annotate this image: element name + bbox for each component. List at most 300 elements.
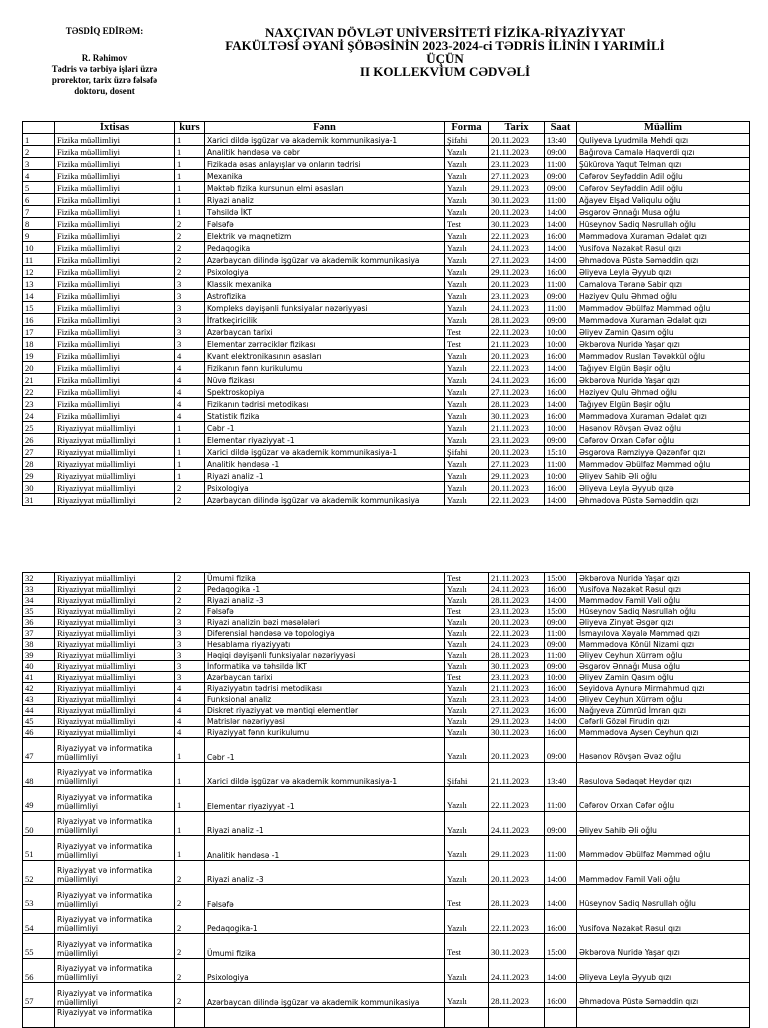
cell-forma: Yazılı — [445, 182, 489, 194]
cell-forma: Yazılı — [445, 595, 489, 606]
cell-ixtisas: Riyaziyyat müəllimliyi — [55, 494, 175, 506]
cell-fenn: Nüvə fizikası — [205, 374, 445, 386]
cell-number: 1 — [23, 134, 55, 146]
cell-muellim: Camalova Təranə Sabir qızı — [577, 278, 750, 290]
cell-number: 29 — [23, 470, 55, 482]
cell-muellim: Həsənov Rövşən Əvəz oğlu — [577, 422, 750, 434]
cell-kurs: 1 — [175, 434, 205, 446]
col-header-fenn: Fənn — [205, 122, 445, 134]
heading-line: NAXÇIVAN DÖVLƏT UNİVERSİTETİ FİZİKA-RİYAZİYYAT — [264, 25, 626, 40]
cell-tarix: 20.11.2023 — [489, 134, 545, 146]
cell-tarix: 24.11.2023 — [489, 302, 545, 314]
cell-fenn: Klassik mexanika — [205, 278, 445, 290]
cell-kurs: 2 — [175, 885, 205, 910]
cell-muellim: Tağıyev Elgün Bəşir oğlu — [577, 362, 750, 374]
table-row — [23, 362, 750, 374]
cell-forma: Yazılı — [445, 650, 489, 661]
cell-fenn: Elementar riyaziyyat -1 — [205, 787, 445, 812]
cell-forma: Yazılı — [445, 836, 489, 861]
cell-kurs: 1 — [175, 134, 205, 146]
cell-saat: 11:00 — [545, 278, 577, 290]
cell-ixtisas: Fizika müəllimliyi — [55, 398, 175, 410]
table-row — [23, 958, 750, 983]
cell-saat: 10:00 — [545, 470, 577, 482]
cell-kurs: 3 — [175, 302, 205, 314]
cell-number: 47 — [23, 738, 55, 763]
table-row — [23, 266, 750, 278]
cell-saat: 09:00 — [545, 617, 577, 628]
approver-position-line: prorektor, tarix üzrə fəlsəfə — [51, 75, 158, 85]
cell-forma: Yazılı — [445, 254, 489, 266]
cell-kurs: 3 — [175, 661, 205, 672]
cell-fenn: Diferensial həndəsə və topologiya — [205, 628, 445, 639]
table-row — [23, 606, 750, 617]
cell-tarix: 21.11.2023 — [489, 422, 545, 434]
cell-forma: Yazılı — [445, 628, 489, 639]
cell-muellim: Yusifova Nəzakət Rəsul qızı — [577, 584, 750, 595]
cell-muellim: Əkbərova Nuridə Yaşar qızı — [577, 934, 750, 959]
cell-tarix: 28.11.2023 — [489, 595, 545, 606]
cell-fenn: Məktəb fizika kursunun elmi əsasları — [205, 182, 445, 194]
cell-forma: Yazılı — [445, 983, 489, 1008]
col-header-forma: Forma — [445, 122, 489, 134]
cell-forma: Test — [445, 326, 489, 338]
col-header-ixtisas: İxtisas — [55, 122, 175, 134]
table-row — [23, 146, 750, 158]
cell-saat: 15:00 — [545, 573, 577, 584]
cell-kurs: 2 — [175, 983, 205, 1008]
cell-kurs: 4 — [175, 716, 205, 727]
cell-number: 16 — [23, 314, 55, 326]
table-row — [23, 494, 750, 506]
cell-fenn: Xarici dildə işgüzar və akademik kommunikasiya-1 — [205, 446, 445, 458]
table-row — [23, 338, 750, 350]
table-row — [23, 242, 750, 254]
cell-forma: Test — [445, 885, 489, 910]
cell-muellim: Məmmədova Xuraman Ədalət qızı — [577, 314, 750, 326]
cell-ixtisas: Fizika müəllimliyi — [55, 338, 175, 350]
table-row — [23, 705, 750, 716]
cell-saat: 09:00 — [545, 661, 577, 672]
cell-saat: 10:00 — [545, 422, 577, 434]
cell-ixtisas: Riyaziyyat müəllimliyi — [55, 639, 175, 650]
cell-saat: 14:00 — [545, 716, 577, 727]
cell-ixtisas: Riyaziyyat və informatika müəllimliyi — [55, 860, 175, 885]
cell-number: 40 — [23, 661, 55, 672]
cell-tarix: 20.11.2023 — [489, 482, 545, 494]
cell-fenn: Riyaziyyatın tədrisi metodikası — [205, 683, 445, 694]
cell-muellim: Nağıyeva Zümrüd İmran qızı — [577, 705, 750, 716]
cell-fenn: İfratkeçiricilik — [205, 314, 445, 326]
cell-tarix: 30.11.2023 — [489, 727, 545, 738]
approver-name: R. Rəhimov — [81, 53, 128, 63]
cell-ixtisas: Riyaziyyat və informatika müəllimliyi — [55, 958, 175, 983]
cell-kurs: 3 — [175, 338, 205, 350]
cell-fenn: Analitik həndəsə -1 — [205, 458, 445, 470]
cell-ixtisas: Fizika müəllimliyi — [55, 134, 175, 146]
cell-fenn: Elementar riyaziyyat -1 — [205, 434, 445, 446]
cell-forma: Yazılı — [445, 482, 489, 494]
cell-muellim: Əkbərova Nuridə Yaşar qızı — [577, 374, 750, 386]
cell-ixtisas: Riyaziyyat müəllimliyi — [55, 705, 175, 716]
cell-saat: 16:00 — [545, 705, 577, 716]
cell-kurs: 3 — [175, 617, 205, 628]
cell-number: 35 — [23, 606, 55, 617]
cell-number: 41 — [23, 672, 55, 683]
cell-ixtisas: Fizika müəllimliyi — [55, 146, 175, 158]
cell-muellim: Əliyev Zamin Qasım oğlu — [577, 326, 750, 338]
col-header-muellim: Müəllim — [577, 122, 750, 134]
cell-fenn: Azərbaycan tarixi — [205, 326, 445, 338]
cell-ixtisas: Fizika müəllimliyi — [55, 182, 175, 194]
cell-ixtisas: Riyaziyyat müəllimliyi — [55, 694, 175, 705]
cell-forma: Yazılı — [445, 661, 489, 672]
cell-muellim: Əliyeva Leyla Əyyub qızı — [577, 266, 750, 278]
cell-fenn: Elektrik və maqnetizm — [205, 230, 445, 242]
cell-saat: 09:00 — [545, 146, 577, 158]
table-row — [23, 170, 750, 182]
schedule-table-page-2 — [22, 572, 750, 1028]
cell-tarix: 30.11.2023 — [489, 661, 545, 672]
cell-forma: Yazılı — [445, 410, 489, 422]
cell-saat: 16:00 — [545, 374, 577, 386]
cell-kurs: 4 — [175, 410, 205, 422]
table-row — [23, 672, 750, 683]
cell-number: 18 — [23, 338, 55, 350]
cell-muellim: Məmmədov Famil Vəli oğlu — [577, 595, 750, 606]
heading-line: II KOLLEKVİUM CƏDVƏLİ — [359, 64, 531, 79]
cell-saat: 10:00 — [545, 672, 577, 683]
cell-forma: Test — [445, 218, 489, 230]
cell-muellim: Məmmədov Ruslan Təvəkkül oğlu — [577, 350, 750, 362]
table-row — [23, 134, 750, 146]
cell-tarix: 28.11.2023 — [489, 983, 545, 1008]
cell-fenn: Hesablama riyaziyyatı — [205, 639, 445, 650]
cell-kurs: 2 — [175, 218, 205, 230]
cell-forma: Şifahi — [445, 446, 489, 458]
cell-saat: 16:00 — [545, 727, 577, 738]
cell-muellim: Əliyev Ceyhun Xürrəm oğlu — [577, 694, 750, 705]
cell-kurs: 2 — [175, 909, 205, 934]
cell-saat: 14:00 — [545, 885, 577, 910]
cell-forma: Şifahi — [445, 762, 489, 787]
cell-fenn: Azərbaycan dilində işgüzar və akademik kommunikasiya — [205, 494, 445, 506]
table-row — [23, 326, 750, 338]
cell-forma: Yazılı — [445, 398, 489, 410]
cell-kurs: 3 — [175, 650, 205, 661]
cell-fenn: Riyazi analiz -1 — [205, 811, 445, 836]
cell-kurs: 4 — [175, 727, 205, 738]
cell-tarix: 28.11.2023 — [489, 885, 545, 910]
cell-forma: Yazılı — [445, 314, 489, 326]
cell-tarix: 21.11.2023 — [489, 573, 545, 584]
cell-saat: 14:00 — [545, 218, 577, 230]
cell-saat: 16:00 — [545, 482, 577, 494]
cell-ixtisas: Riyaziyyat və informatika müəllimliyi — [55, 983, 175, 1008]
cell-fenn: Riyazi analiz — [205, 194, 445, 206]
cell-forma: Yazılı — [445, 584, 489, 595]
cell-saat: 14:00 — [545, 694, 577, 705]
table-row — [23, 885, 750, 910]
cell-ixtisas: Fizika müəllimliyi — [55, 314, 175, 326]
cell-muellim: Cəfərov Seyfəddin Adil oğlu — [577, 170, 750, 182]
cell-number: 10 — [23, 242, 55, 254]
col-header-number — [23, 122, 55, 134]
cell-saat: 14:00 — [545, 206, 577, 218]
cell-ixtisas: Riyaziyyat və informatika müəllimliyi — [55, 909, 175, 934]
cell-number: 33 — [23, 584, 55, 595]
cell-tarix: 23.11.2023 — [489, 434, 545, 446]
cell-kurs: 2 — [175, 606, 205, 617]
approval-title: TƏSDİQ EDİRƏM: — [65, 26, 144, 36]
cell-kurs: 1 — [175, 170, 205, 182]
cell-forma: Yazılı — [445, 158, 489, 170]
table-row — [23, 639, 750, 650]
cell-fenn: Kompleks dəyişənli funksiyalar nəzəriyyəsi — [205, 302, 445, 314]
cell-ixtisas: Riyaziyyat müəllimliyi — [55, 573, 175, 584]
cell-ixtisas: Riyaziyyat müəllimliyi — [55, 458, 175, 470]
cell-saat: 11:00 — [545, 302, 577, 314]
cell-tarix: 24.11.2023 — [489, 811, 545, 836]
cell-number — [23, 1007, 55, 1027]
col-header-tarix: Tarix — [489, 122, 545, 134]
cell-saat: 09:00 — [545, 738, 577, 763]
cell-ixtisas: Riyaziyyat müəllimliyi — [55, 470, 175, 482]
cell-muellim: Məmmədova Könül Nizami qızı — [577, 639, 750, 650]
cell-kurs: 3 — [175, 314, 205, 326]
cell-muellim: Məmmədov Əbülfəz Məmməd oğlu — [577, 836, 750, 861]
cell-forma: Yazılı — [445, 909, 489, 934]
table-row — [23, 314, 750, 326]
cell-muellim: Həziyev Qulu Əhməd oğlu — [577, 290, 750, 302]
cell-tarix: 21.11.2023 — [489, 683, 545, 694]
cell-muellim: Əhmədova Püstə Səməddin qızı — [577, 494, 750, 506]
heading-line: FAKÜLTƏSİ ƏYANİ ŞÖBƏSİNİN 2023-2024-ci TƏDRİS İLİNİN I YARIMİLİ — [225, 38, 665, 53]
cell-tarix: 23.11.2023 — [489, 290, 545, 302]
cell-kurs: 2 — [175, 958, 205, 983]
cell-fenn: İnformatika və təhsildə İKT — [205, 661, 445, 672]
cell-fenn: Azərbaycan tarixi — [205, 672, 445, 683]
cell-forma: Yazılı — [445, 242, 489, 254]
cell-ixtisas: Riyaziyyat müəllimliyi — [55, 446, 175, 458]
table-row — [23, 584, 750, 595]
cell-ixtisas: Riyaziyyat müəllimliyi — [55, 422, 175, 434]
col-header-saat: Saat — [545, 122, 577, 134]
table-row — [23, 386, 750, 398]
cell-saat: 11:00 — [545, 458, 577, 470]
cell-number: 22 — [23, 386, 55, 398]
cell-fenn: Kvant elektronikasının əsasları — [205, 350, 445, 362]
cell-ixtisas: Riyaziyyat müəllimliyi — [55, 683, 175, 694]
table-row — [23, 727, 750, 738]
cell-number: 28 — [23, 458, 55, 470]
cell-ixtisas: Fizika müəllimliyi — [55, 158, 175, 170]
cell-muellim: Həziyev Qulu Əhməd oğlu — [577, 386, 750, 398]
cell-saat: 11:00 — [545, 836, 577, 861]
cell-saat: 14:00 — [545, 242, 577, 254]
cell-forma — [445, 1007, 489, 1027]
cell-forma: Yazılı — [445, 617, 489, 628]
cell-ixtisas: Riyaziyyat və informatika müəllimliyi — [55, 885, 175, 910]
cell-kurs: 1 — [175, 206, 205, 218]
cell-tarix: 21.11.2023 — [489, 146, 545, 158]
cell-forma: Test — [445, 338, 489, 350]
cell-tarix: 22.11.2023 — [489, 362, 545, 374]
table-row — [23, 206, 750, 218]
cell-muellim: Əliyev Ceyhun Xürrəm oğlu — [577, 650, 750, 661]
cell-fenn: Xarici dildə işgüzar və akademik kommunikasiya-1 — [205, 134, 445, 146]
cell-fenn: Fəlsəfə — [205, 218, 445, 230]
cell-muellim: Şükürova Yaqut Telman qızı — [577, 158, 750, 170]
cell-kurs: 1 — [175, 158, 205, 170]
cell-ixtisas: Riyaziyyat və informatika müəllimliyi — [55, 762, 175, 787]
table-row — [23, 983, 750, 1008]
cell-number: 30 — [23, 482, 55, 494]
table-row — [23, 628, 750, 639]
cell-saat: 11:00 — [545, 194, 577, 206]
cell-kurs: 4 — [175, 374, 205, 386]
cell-kurs: 3 — [175, 278, 205, 290]
cell-kurs: 1 — [175, 458, 205, 470]
cell-fenn: Statistik fizika — [205, 410, 445, 422]
cell-fenn: Psixologiya — [205, 266, 445, 278]
cell-fenn: Mexanika — [205, 170, 445, 182]
cell-forma: Yazılı — [445, 705, 489, 716]
cell-muellim: Əsgərova Rəmziyyə Qəzənfər qızı — [577, 446, 750, 458]
cell-tarix: 24.11.2023 — [489, 639, 545, 650]
table-row — [23, 374, 750, 386]
cell-muellim: Əkbərova Nuridə Yaşar qızı — [577, 573, 750, 584]
cell-forma: Yazılı — [445, 860, 489, 885]
cell-fenn: Ümumi fizika — [205, 573, 445, 584]
cell-tarix: 21.11.2023 — [489, 338, 545, 350]
cell-kurs: 2 — [175, 494, 205, 506]
cell-ixtisas: Riyaziyyat müəllimliyi — [55, 727, 175, 738]
cell-saat: 09:00 — [545, 314, 577, 326]
cell-fenn: Elementar zərrəciklər fizikası — [205, 338, 445, 350]
cell-kurs: 3 — [175, 326, 205, 338]
cell-fenn: Fizikanın fənn kurikulumu — [205, 362, 445, 374]
cell-fenn: Pedaqogika-1 — [205, 909, 445, 934]
cell-tarix: 29.11.2023 — [489, 182, 545, 194]
cell-kurs: 4 — [175, 683, 205, 694]
table-row — [23, 811, 750, 836]
cell-number: 6 — [23, 194, 55, 206]
cell-ixtisas: Fizika müəllimliyi — [55, 386, 175, 398]
cell-forma: Yazılı — [445, 716, 489, 727]
cell-kurs: 1 — [175, 762, 205, 787]
cell-saat: 15:10 — [545, 446, 577, 458]
cell-kurs: 2 — [175, 584, 205, 595]
cell-muellim: Əsgərov Ənnağı Musa oğlu — [577, 661, 750, 672]
table-row — [23, 661, 750, 672]
cell-ixtisas: Riyaziyyat müəllimliyi — [55, 628, 175, 639]
cell-fenn: Cəbr -1 — [205, 422, 445, 434]
cell-number: 23 — [23, 398, 55, 410]
cell-saat: 16:00 — [545, 983, 577, 1008]
cell-number: 34 — [23, 595, 55, 606]
cell-fenn: Həqiqi dəyişənli funksiyalar nəzəriyyəsi — [205, 650, 445, 661]
cell-number: 3 — [23, 158, 55, 170]
cell-saat: 09:00 — [545, 639, 577, 650]
cell-tarix: 24.11.2023 — [489, 242, 545, 254]
cell-forma: Yazılı — [445, 194, 489, 206]
cell-kurs: 1 — [175, 787, 205, 812]
cell-saat: 16:00 — [545, 230, 577, 242]
cell-fenn: Pedaqogika -1 — [205, 584, 445, 595]
table-row — [23, 194, 750, 206]
cell-muellim: Əsgərov Ənnağı Musa oğlu — [577, 206, 750, 218]
cell-number: 36 — [23, 617, 55, 628]
cell-muellim: Hüseynov Sadiq Nəsrullah oğlu — [577, 885, 750, 910]
cell-fenn: Psixologiya — [205, 958, 445, 983]
cell-tarix: 30.11.2023 — [489, 934, 545, 959]
cell-saat: 14:00 — [545, 958, 577, 983]
cell-fenn: Fəlsəfə — [205, 606, 445, 617]
cell-forma: Yazılı — [445, 958, 489, 983]
cell-kurs: 1 — [175, 194, 205, 206]
cell-saat: 10:00 — [545, 326, 577, 338]
table-row — [23, 595, 750, 606]
cell-ixtisas: Riyaziyyat və informatika müəllimliyi — [55, 836, 175, 861]
schedule-table-page-1 — [22, 121, 750, 506]
table-row — [23, 302, 750, 314]
cell-saat: 15:00 — [545, 934, 577, 959]
cell-kurs: 4 — [175, 386, 205, 398]
cell-number: 20 — [23, 362, 55, 374]
cell-saat: 16:00 — [545, 266, 577, 278]
cell-muellim: Ağayev Elşad Vəliqulu oğlu — [577, 194, 750, 206]
cell-ixtisas: Riyaziyyat və informatika müəllimliyi — [55, 811, 175, 836]
cell-number: 21 — [23, 374, 55, 386]
cell-muellim: Cəfərov Orxan Cəfər oğlu — [577, 434, 750, 446]
cell-muellim: Əliyev Zamin Qasım oğlu — [577, 672, 750, 683]
cell-forma: Test — [445, 573, 489, 584]
cell-tarix: 20.11.2023 — [489, 350, 545, 362]
cell-number: 55 — [23, 934, 55, 959]
cell-tarix: 22.11.2023 — [489, 909, 545, 934]
table-row — [23, 350, 750, 362]
cell-muellim: Məmmədov Famil Vəli oğlu — [577, 860, 750, 885]
cell-muellim: Əhmədova Püstə Səməddin qızı — [577, 983, 750, 1008]
cell-number: 46 — [23, 727, 55, 738]
cell-fenn: Matrislər nəzəriyyəsi — [205, 716, 445, 727]
cell-forma: Yazılı — [445, 738, 489, 763]
cell-number: 27 — [23, 446, 55, 458]
cell-number: 11 — [23, 254, 55, 266]
cell-kurs: 1 — [175, 836, 205, 861]
table-row — [23, 716, 750, 727]
cell-ixtisas: Riyaziyyat və informatika müəllimliyi — [55, 738, 175, 763]
cell-kurs: 4 — [175, 705, 205, 716]
approver-position-line: doktoru, dosent — [74, 86, 135, 96]
cell-ixtisas: Fizika müəllimliyi — [55, 302, 175, 314]
cell-saat: 13:40 — [545, 762, 577, 787]
cell-tarix: 22.11.2023 — [489, 628, 545, 639]
cell-fenn: Ümumi fizika — [205, 934, 445, 959]
cell-saat: 13:40 — [545, 134, 577, 146]
cell-forma: Yazılı — [445, 787, 489, 812]
cell-number: 19 — [23, 350, 55, 362]
cell-kurs: 4 — [175, 362, 205, 374]
cell-muellim: Məmmədova Xuraman Ədalət qızı — [577, 410, 750, 422]
cell-kurs: 4 — [175, 398, 205, 410]
cell-muellim: Seyidova Aynurə Mirmahmud qızı — [577, 683, 750, 694]
cell-forma: Yazılı — [445, 811, 489, 836]
cell-number: 14 — [23, 290, 55, 302]
cell-number: 38 — [23, 639, 55, 650]
cell-muellim: İsmayılova Xəyalə Məmməd qızı — [577, 628, 750, 639]
